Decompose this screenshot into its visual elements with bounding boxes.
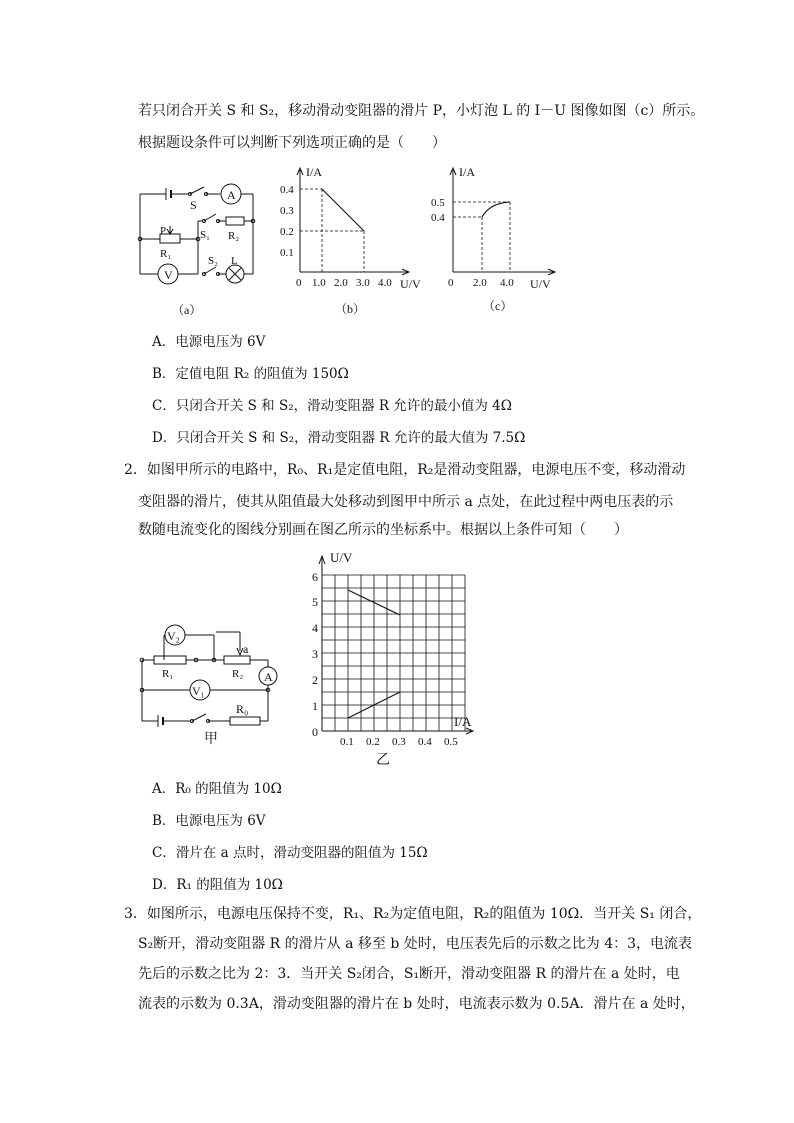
caption-c: （c）	[483, 299, 513, 313]
label-R0: R₀	[236, 702, 249, 716]
label-P: P	[160, 225, 167, 237]
yi-ytick: 6	[312, 570, 318, 584]
b-ytick: 0.4	[280, 184, 294, 196]
yi-ytick: 1	[312, 699, 318, 713]
c-ylabel: I/A	[459, 165, 475, 179]
label-V2: V₂	[167, 629, 180, 643]
c-origin: 0	[448, 277, 454, 289]
b-ytick: 0.3	[280, 205, 294, 217]
yi-xtick: 0.3	[392, 736, 406, 748]
label-V: V	[164, 268, 173, 282]
intro-line-2: 根据题设条件可以判断下列选项正确的是（ ）	[138, 135, 446, 151]
label-S: S	[190, 198, 197, 212]
q3-line-1: 3．如图所示，电源电压保持不变，R₁、R₂为定值电阻，R₂的阻值为 10Ω．当开关 S₁ 闭合，	[124, 906, 702, 922]
yi-ytick: 5	[312, 595, 318, 609]
yi-grid	[322, 575, 465, 731]
figure-jia-circuit	[132, 615, 282, 750]
yi-ylabel: U/V	[330, 550, 353, 565]
label-A: A	[227, 188, 236, 202]
b-origin: 0	[296, 277, 302, 289]
q2-option-c[interactable]: C．滑片在 a 点时，滑动变阻器的阻值为 15Ω	[152, 845, 428, 861]
yi-ytick: 3	[312, 647, 318, 661]
yi-xtick: 0.1	[340, 736, 354, 748]
figure-a-circuit	[128, 176, 268, 321]
label-R2: R₂	[232, 668, 244, 680]
yi-ytick: 2	[312, 673, 318, 687]
c-xtick: 2.0	[473, 277, 487, 289]
b-ylabel: I/A	[306, 165, 322, 179]
intro-line-1: 若只闭合开关 S 和 S₂，移动滑动变阻器的滑片 P，小灯泡 L 的 I－U 图像如图（c）所示。	[138, 103, 705, 119]
q1-option-c[interactable]: C．只闭合开关 S 和 S₂，滑动变阻器 R 允许的最小值为 4Ω	[152, 398, 512, 414]
caption-jia: 甲	[204, 732, 218, 747]
label-V1: V₁	[192, 684, 205, 698]
q2-line-3: 数随电流变化的图线分别画在图乙所示的坐标系中。根据以上条件可知（ ）	[138, 522, 628, 538]
yi-xtick: 0.4	[418, 736, 432, 748]
b-xtick: 1.0	[312, 277, 326, 289]
q2-line-1: 2．如图甲所示的电路中，R₀、R₁是定值电阻，R₂是滑动变阻器，电源电压不变，移动滑动	[124, 462, 686, 478]
yi-xlabel: I/A	[454, 714, 472, 729]
yi-ytick: 4	[312, 621, 318, 635]
label-R1: R₁	[162, 668, 174, 680]
yi-xtick: 0.5	[444, 736, 458, 748]
q3-line-3: 先后的示数之比为 2：3．当开关 S₂闭合，S₁断开，滑动变阻器 R 的滑片在 a 处时，电	[138, 966, 680, 982]
caption-b: （b）	[335, 302, 366, 316]
label-S1: S₁	[200, 229, 210, 241]
label-A: A	[264, 670, 273, 684]
label-R2: R₂	[228, 230, 240, 242]
yi-xtick: 0.2	[366, 736, 380, 748]
c-xlabel: U/V	[530, 277, 551, 291]
c-xtick: 4.0	[500, 277, 514, 289]
q3-line-2: S₂断开，滑动变阻器 R 的滑片从 a 移至 b 处时，电压表先后的示数之比为 4：3，电流表	[138, 936, 693, 952]
c-ytick: 0.4	[431, 212, 445, 224]
yi-origin: 0	[312, 725, 318, 739]
b-xtick: 4.0	[378, 277, 392, 289]
q2-line-2: 变阻器的滑片，使其从阻值最大处移动到图甲中所示 a 点处，在此过程中两电压表的示	[138, 494, 674, 510]
figure-c-graph	[428, 160, 568, 320]
label-R1: R₁	[160, 248, 172, 260]
b-ytick: 0.1	[280, 247, 294, 259]
c-ytick: 0.5	[431, 197, 445, 209]
q1-option-b[interactable]: B．定值电阻 R₂ 的阻值为 150Ω	[152, 366, 349, 382]
label-a: a	[243, 642, 249, 656]
label-S2: S₂	[208, 255, 218, 267]
c-series-curve	[482, 202, 510, 217]
q3-line-4: 流表的示数为 0.3A，滑动变阻器的滑片在 b 处时，电流表示数为 0.5A．滑片在 a 处时，	[138, 996, 695, 1012]
caption-yi: 乙	[376, 753, 390, 768]
b-ytick: 0.2	[280, 226, 294, 238]
q2-option-a[interactable]: A．R₀ 的阻值为 10Ω	[152, 781, 282, 797]
q1-option-d[interactable]: D．只闭合开关 S 和 S₂，滑动变阻器 R 允许的最大值为 7.5Ω	[152, 430, 526, 446]
figure-b-graph	[280, 160, 430, 320]
label-L: L	[231, 255, 238, 267]
q2-option-b[interactable]: B．电源电压为 6V	[152, 813, 266, 829]
caption-a: （a）	[172, 303, 202, 317]
q2-option-d[interactable]: D．R₁ 的阻值为 10Ω	[152, 877, 283, 893]
q1-option-a[interactable]: A．电源电压为 6V	[152, 334, 266, 350]
figure-yi-graph	[304, 546, 486, 768]
b-xlabel: U/V	[400, 277, 421, 291]
b-series-line	[322, 189, 364, 231]
b-xtick: 3.0	[356, 277, 370, 289]
b-xtick: 2.0	[334, 277, 348, 289]
